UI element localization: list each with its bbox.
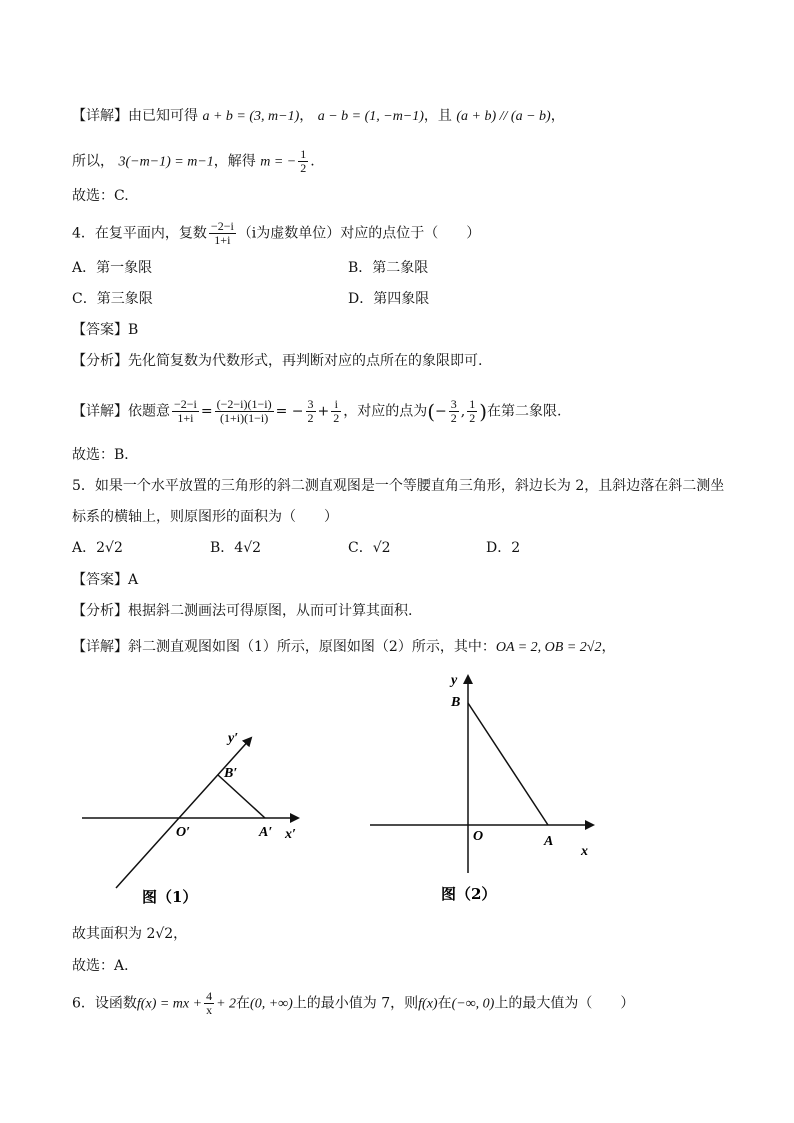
origin-label: O′	[176, 825, 191, 840]
q5-answer: 【答案】A	[72, 572, 139, 588]
point-a-label: A	[544, 834, 554, 849]
q6-stem: 6．设函数f(x) = mx + $\frac{4}{x}$ + 2在(0, +∞)上的最小值为 7，则f(x)在(−∞, 0)上的最大值为（ ）	[72, 989, 635, 1017]
point-a-label: A′	[259, 825, 273, 840]
fraction: $\frac{-2-i}{1+i}$	[174, 397, 197, 425]
vector-diff: a − b = (1, −m−1)	[317, 109, 424, 124]
q4-option-d: D．第四象限	[348, 291, 430, 307]
q4-option-a: A．第一象限	[72, 260, 153, 276]
q4-option-c: C．第三象限	[72, 291, 153, 307]
fraction: $\frac{i}{2}$	[333, 397, 340, 425]
fraction: $\frac{1}{2}$	[300, 147, 307, 175]
q3-detail-line2: 所以， 3(−m−1) = m−1，解得 m = − $\frac{1}{2}$ .	[72, 147, 315, 175]
fraction: $\frac{1}{2}$	[469, 397, 476, 425]
q4-detail: 【详解】依题意 $\frac{-2-i}{1+i}$ = $\frac{(-2-i)(1-i)}{(1+i)(1-i)}$ = − $\frac{3}{2}$ + $\frac{i}{2}$ ，对应的点为(− $\frac{3}{2}$ , $\frac{1}{2}$ )在第二象限.	[72, 397, 562, 425]
equation: 3(−m−1) = m−1	[118, 154, 214, 170]
x-label: x′	[285, 827, 296, 842]
fraction: $\frac{4}{x}$	[206, 989, 213, 1017]
parallel-condition: (a + b) // (a − b)	[456, 109, 551, 124]
figure-1	[70, 720, 310, 915]
q5-option-b: B．4√2	[210, 540, 262, 556]
segment-ab	[218, 775, 265, 818]
function: f(x) = mx +	[136, 996, 203, 1012]
segment-ab	[468, 703, 548, 825]
q5-option-a: A．2√2	[72, 540, 123, 556]
q5-final: 故选：A．	[72, 958, 139, 974]
q4-option-b: B．第二象限	[348, 260, 429, 276]
interval: (0, +∞)	[250, 996, 293, 1012]
y-axis	[116, 738, 251, 888]
x-label: x	[581, 844, 588, 859]
q4-stem: 4．在复平面内，复数 $\frac{-2-i}{1+i}$ （i为虚数单位）对应的点位于（ ）	[72, 219, 481, 247]
figure-2	[365, 668, 605, 908]
fraction: $\frac{3}{2}$	[307, 397, 314, 425]
point-b-label: B′	[224, 766, 238, 781]
q3-detail-line1: 【详解】由已知可得 a + b = (3, m−1)， a − b = (1, −m−1)，且 (a + b) // (a − b)，	[72, 108, 565, 124]
q5-area: 故其面积为 2√2，	[72, 926, 188, 942]
q5-option-d: D．2	[486, 540, 521, 556]
q5-analysis: 【分析】根据斜二测画法可得原图，从而可计算其面积.	[72, 603, 413, 619]
vector-sum: a + b = (3, m−1)	[202, 109, 300, 124]
point-b-label: B	[451, 695, 461, 710]
q4-analysis: 【分析】先化简复数为代数形式，再判断对应的点所在的象限即可.	[72, 353, 483, 369]
q5-option-c: C．√2	[348, 540, 391, 556]
fraction: $\frac{(-2-i)(1-i)}{(1+i)(1-i)}$	[216, 397, 272, 425]
origin-label: O	[473, 829, 484, 844]
q5-detail: 【详解】斜二测直观图如图（1）所示，原图如图（2）所示，其中：OA = 2, OB = 2√2，	[72, 639, 616, 655]
q4-final: 故选：B．	[72, 447, 139, 463]
q3-answer: 故选：C.	[72, 188, 129, 204]
interval: (−∞, 0)	[451, 996, 495, 1012]
figure-2-caption: 图（2）	[441, 885, 497, 903]
q4-answer: 【答案】B	[72, 322, 139, 338]
detail-tag: 【详解】	[72, 108, 128, 124]
q5-stem-line2: 标系的横轴上，则原图形的面积为（ ）	[72, 509, 338, 525]
y-label: y′	[228, 731, 239, 746]
fraction: $\frac{3}{2}$	[450, 397, 457, 425]
figure-1-caption: 图（1）	[142, 888, 198, 906]
lengths: OA = 2, OB = 2√2	[495, 640, 602, 655]
q5-stem-line1: 5．如果一个水平放置的三角形的斜二测直观图是一个等腰直角三角形，斜边长为 2，且斜边落在斜二测坐	[72, 478, 725, 494]
fraction: $\frac{-2-i}{1+i}$	[210, 219, 234, 247]
y-label: y	[451, 673, 458, 688]
